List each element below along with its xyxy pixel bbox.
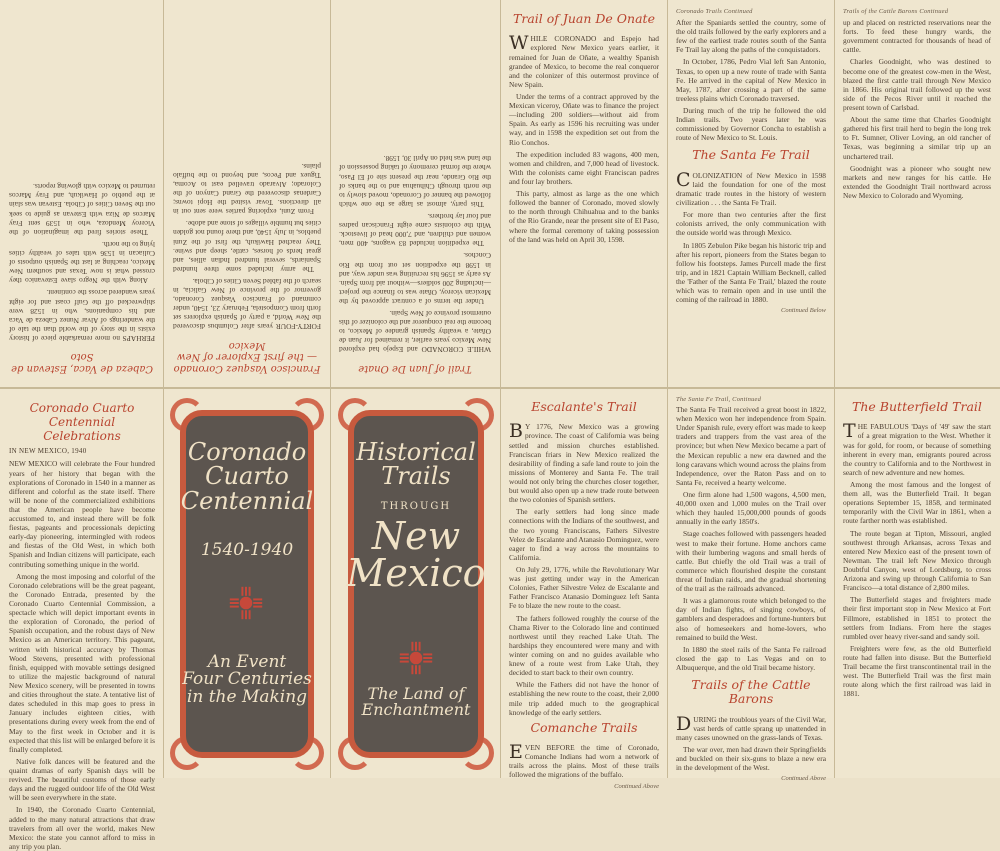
tagline-line: The Land of xyxy=(367,684,465,703)
cattle-barons-title: Trails of the Cattle Barons xyxy=(691,677,811,707)
paragraph: In 1940, the Coronado Cuarto Centennial, added to the many natural attractions that draw travelers from all over the world, makes New Mexico: the state you cannot afford to miss in any trip you plan. xyxy=(9,805,155,851)
santafe-continued-body xyxy=(676,405,826,672)
paragraph: NEW MEXICO will celebrate the Four hundred years of her history that began with the explorations of Coronado in 1540 in a manner as different and colorful as the state itself. There will be none of the commercialized exhibitions that the American people have become accustomed to, and instead there will be folk fiestas, pageants and processionals depicting early-day pioneering, intermingled with rodeos and fiestas of the Old West, in which both Spanish and Indian citizens will participate, each contributing something unique in the world. xyxy=(9,459,155,569)
top-panel-cattle-continued xyxy=(838,4,996,384)
paragraph: HILE CORONADO and Espejo had explored New Mexico years earlier, it remained for Juan de Oñate, a wealthy Spanish grandee of Mexico, to become the real conqueror and the colonizer of this outermost province of New Spain. xyxy=(509,34,659,89)
panel-caption: The Santa Fe Trail, Continued xyxy=(676,396,762,403)
panel-body xyxy=(509,34,659,243)
paragraph: URING the troublous years of the Civil War, vast herds of cattle sprang up unattended in many cases unowned on the grass-lands of Texas. xyxy=(676,714,826,743)
paragraph: Stage coaches followed with passengers headed west to make their fortune. Home anchors came with their lumbering wagons and small herds of cattle. But chiefly the old Trail was a trail of commerce which flourished despite the constant threat of Indian raids, and the gradual shortening of the trail as the railroads advanced. xyxy=(676,529,826,594)
panel-title: Francisco Vasquez Coronado — the first Explorer of New Mexico xyxy=(173,340,321,374)
paragraph: The army included some three hundred Spaniards, several hundred Indian allies, and great herds of horses, cattle, sheep and swine. They reached Hawikuh, the first of the Zuni pueblos, in July 1540, and there found not golden cities but humble villages of stone and adobe. xyxy=(173,219,321,274)
continued-note: Continued Above xyxy=(614,782,659,790)
drop-cap: T xyxy=(843,420,856,443)
paragraph: From Zuni, exploring parties were sent out in all directions. Tovar visited the Hopi towns; Cardenas discovered the Grand Canyon of the Colorado; Alvarado travelled east to Acoma, Tiguex and Pecos, and beyond to the buffalo plains. xyxy=(173,161,321,217)
title-line: Historical xyxy=(356,438,476,466)
paragraph: It was a glamorous route which belonged to the day of Indian fights, of singing cowboys, of gamblers and desperadoes and fortune-hunters but also of homeseekers and home-lovers, who remained to build the West. xyxy=(676,596,826,642)
paragraph: In October, 1786, Pedro Vial left San Antonio, Texas, to open up a new route of trade with Santa Fe. He arrived in the capital of New Mexico in May, 1787, after crossing a part of the same treeless plains which Coronado traversed. xyxy=(676,57,826,103)
paragraph: VEN BEFORE the time of Coronado, Comanche Indians had worn a network of trails across the plains. Most of these trails followed the migrations of the buffalo. xyxy=(509,743,659,780)
celebrations-body xyxy=(9,459,155,851)
paragraph: The fathers followed roughly the course of the Chama River to the Colorado line and continued northwest until they reached Lake Utah. The hardships they encountered were many and with winter coming on and no guides available who knew of a route west from Lake Utah, they decided to start back to their own country. xyxy=(509,613,659,678)
paragraph: The war over, men had drawn their Springfields and buckled on their six-guns to blaze a new era in the development of the West. xyxy=(676,745,826,773)
cover-years: 1540-1940 xyxy=(200,540,294,560)
panel-body xyxy=(676,18,826,142)
paragraph: This party, almost as large as the one which followed the banner of Coronado, moved slowly to the north through Chihuahua and to the banks of the Rio Grande, near the present site of El Paso, where the formal ceremony of taking possession of the land was held on April 30, 1598. xyxy=(339,154,491,209)
escalante-panel xyxy=(504,394,664,790)
paragraph: Goodnight was a pioneer who sought new markets and new ranges for his cattle. He extended the Goodnight Trail northward across New Mexico to Colorado and Wyoming. xyxy=(843,163,991,200)
cattle-barons-body xyxy=(676,712,826,773)
cover-historical-trails xyxy=(334,392,498,776)
title-line: Coronado xyxy=(187,438,307,466)
panel-body xyxy=(173,162,321,332)
paragraph: Among the most imposing and colorful of the Coronado celebrations will be the great pageant, the Coronado Entrada, presented by the Coronado Cuarto Centennial Commission, a spectacle which will depict important events in the exploration of Coronado, the period of Spanish occupation, and the robust days of New Mexico as an American territory. This pageant, written with historical accuracy by Thomas Wood Stevens, presented with professional finish, equipped with movable settings designed to utilize the majestic background of natural New Mexico scenery, will be presented in towns and cities throughout the state. A tentative list of dates scheduled in this map goes to press in January includes eighteen cities, with presentations during every week from the end of May to the first week in October and it is expected that this list will be enlarged before it is finally completed. xyxy=(9,571,155,754)
cover-through: THROUGH xyxy=(380,501,452,512)
continued-note: Continued Above xyxy=(781,775,826,783)
butterfield-panel xyxy=(838,394,996,774)
top-panel-cabeza-de-vaca xyxy=(4,4,160,384)
title-line: Centennial xyxy=(180,486,314,515)
comanche-title: Comanche Trails xyxy=(530,719,638,735)
celebrations-title: Coronado Cuarto Centennial Celebrations xyxy=(29,401,135,443)
escalante-title: Escalante's Trail xyxy=(531,399,637,414)
tagline-line: Four Centuries xyxy=(182,669,312,690)
vertical-fold-5 xyxy=(834,0,835,778)
paragraph: OLONIZATION of New Mexico in 1598 laid the foundation for one of the most dramatic trade routes in the history of western civilization . . . the Santa Fe Trail. xyxy=(676,170,826,208)
paragraph: The expedition included 83 wagons, 400 men, women and children, and 7,000 head of livestock. With the colonists came eight Franciscan padres and four lay brothers. xyxy=(509,149,659,187)
santafe-continued-panel xyxy=(671,394,831,783)
paragraph: Freighters were few, as the old Butterfield route had fallen into disuse. But the Butterfield Trail became the first transcontinental trail in the west. The Butterfield Trail was the first main route along which the first railroad was laid in 1881. xyxy=(843,643,991,699)
top-panel-onate xyxy=(334,4,496,384)
santa-fe-title: The Santa Fe Trail xyxy=(692,147,810,163)
santa-fe-body xyxy=(676,168,826,305)
tagline-line: An Event xyxy=(207,652,287,672)
cover-tagline xyxy=(334,686,498,719)
comanche-body xyxy=(509,743,659,779)
paragraph: Under the terms of a contract approved by the Mexican viceroy, Oñate was to finance the project—including 200 soldiers—without aid from Spain. As early as 1596 his recruiting was under way, and in 1598 the expedition set out from the Rio Conchos. xyxy=(509,92,659,147)
panel-title: Trail of Juan De Onate xyxy=(358,363,472,374)
paragraph: These stories fired the imagination of the Viceroy Mendoza, who in 1539 sent Fray Marcos de Niza with Estevan as guide to seek out the Seven Cities of Cibola. Estevan was slain at the pueblo of Hawikuh, and Fray Marcos returned to Mexico with glowing reports. xyxy=(9,182,155,237)
paragraph: The expedition included 83 wagons, 400 men, women and children, and 7,000 head of livestock. With the colonists came eight Franciscan padres and four lay brothers. xyxy=(339,211,491,249)
paragraph: The route began at Tipton, Missouri, angled southwest through Arkansas, across Texas and entered New Mexico east of the present town of Newman. The trail left New Mexico through Doubtful Canyon, west of Lordsburg, to cross Arizona and swing up through California to San Francisco—a total distance of 2,800 miles. xyxy=(843,528,991,593)
paragraph: Among the most famous and the longest of them all, was the Butterfield Trail. It began operations September 15, 1858, and terminated temporarily with the Civil War in 1861, when a route farther north was established. xyxy=(843,480,991,526)
panel-body xyxy=(843,18,991,200)
paragraph: This party, almost as large as the one which followed the banner of Coronado, moved slowly to the north through Chihuahua and to the banks of the Rio Grande, near the present site of El Paso, where the formal ceremony of taking possession of the land was held on April 30, 1598. xyxy=(509,189,659,244)
paragraph: The Butterfield stages and freighters made their first important stop in New Mexico at Fort Fillmore, established in 1851 to protect the settlers from Indians. From here the stages rumbled over heavy river-sand and sandy soil. xyxy=(843,595,991,641)
top-panel-trails-continued xyxy=(671,4,831,384)
top-panel-coronado xyxy=(168,4,326,384)
drop-cap: E xyxy=(509,741,523,764)
panel-body xyxy=(9,182,155,343)
paragraph: On July 29, 1776, while the Revolutionary War was just getting under way in the American Colonies, Father Silvestre Velez de Escalante and Father Francisco Atanasio Dominguez left Santa Fe to blaze the new route to the coast. xyxy=(509,565,659,611)
panel-caption: Coronado Trails Continued xyxy=(676,8,753,15)
paragraph: WHILE CORONADO and Espejo had explored New Mexico years earlier, it remained for Juan de Oñate, a wealthy Spanish grandee of Mexico, to become the real conqueror and the colonizer of this outermost province of New Spain. xyxy=(339,309,491,355)
panel-title: Cabeza de Vaca, Estevan de Soto xyxy=(11,351,153,374)
paragraph: HE FABULOUS 'Days of '49' saw the start of a great migration to the West. Whether it was for gold, for room, or because of something inherent in every man, emigrants poured across the country to California and to the Northwest in search of new adventure and new homes. xyxy=(843,422,991,477)
paragraph: The early settlers had long since made connections with the Indians of the southwest, and the two young Franciscans, Fathers Silvestre Velez de Escalante and Atanasio Dominguez, were eager to find a way across the mountains to California. xyxy=(509,507,660,562)
paragraph: Native folk dances will be featured and the quaint dramas of early Spanish days will be revived. The beautiful customs of those early days and the rugged outdoor life of the Old West will be seen everywhere in the state. xyxy=(9,756,155,803)
cover-coronado xyxy=(166,392,328,776)
cover-tagline xyxy=(166,654,328,706)
panel-caption: Trails of the Cattle Barons Continued xyxy=(843,8,949,15)
paragraph: The Santa Fe Trail received a great boost in 1822, when Mexico won her independence from Spain. Under Spanish rule, every effort was made to keep traders and trappers from the vast area of the province; but when New Mexico became a part of the Mexican republic a new era dawned and the long caravans which wound across the plains from Independence, over the Raton Pass and on to Santa Fe, received a hearty welcome. xyxy=(676,405,826,487)
paragraph: During much of the trip he followed the old Indian trails. Two years later he was commissioned by Governor Concha to establish a route of New Mexico to St. Louis. xyxy=(676,105,826,143)
title-line: Cuarto xyxy=(205,462,289,491)
paragraph: In 1805 Zebulon Pike began his historic trip and after his report, pioneers from the States began to follow his footsteps. James Purcell made the first trip, and in 1821 Captain William Becknell, called the 'Father of the Santa Fe Trail,' blazed the route which was to remain open and in use until the coming of the railroad in 1880. xyxy=(676,240,826,305)
vertical-fold-2 xyxy=(330,0,331,778)
drop-cap: W xyxy=(509,32,529,55)
paragraph: About the same time that Charles Goodnight gathered his first trail herd to begin the long trek to Ft. Sumner, Oliver Loving, an old rancher of Texas, was beginning a similar trip up an unchartered trail. xyxy=(843,115,991,161)
butterfield-body xyxy=(843,422,991,698)
name-line: New xyxy=(371,514,461,558)
panel-title: Trail of Juan De Onate xyxy=(513,11,655,26)
paragraph: Y 1776, New Mexico was a growing province. The coast of California was being settled and mission churches established. Franciscan friars in New Mexico realized the desirability of finding a safe land route to join the missions of Monterey and Santa Fe. The trail would not only bring the churches closer together, but would also open up a new trade route between the two colonies of Spanish settlers. xyxy=(509,422,659,505)
title-line: Trails xyxy=(381,462,451,491)
zia-sun-icon xyxy=(228,585,264,621)
paragraph: up and placed on restricted reservations near the forts. To feed these hungry wards, the government contracted for thousands of head of cattle. xyxy=(843,18,991,55)
paragraph: Charles Goodnight, who was destined to become one of the greatest cow-men in the West, blazed the first cattle trail through New Mexico in 1866. His original trail followed up the west side of the Pecos River until it reached the present town of Carlsbad. xyxy=(843,57,991,112)
tagline-line: Enchantment xyxy=(361,700,471,720)
cover-title xyxy=(166,440,328,513)
paragraph: Under the terms of a contract approved by the Mexican viceroy, Oñate was to finance the project—including 200 soldiers—without aid from Spain. As early as 1596 his recruiting was under way, and in 1598 the expedition set out from the Rio Conchos. xyxy=(339,251,491,306)
cover-title xyxy=(334,440,498,489)
panel-body xyxy=(339,154,491,354)
celebrations-panel xyxy=(4,394,160,851)
drop-cap: C xyxy=(676,168,691,191)
tagline-line: in the Making xyxy=(186,686,308,707)
vertical-fold-4 xyxy=(667,0,668,778)
paragraph: While the Fathers did not have the honor of establishing the new route to the coast, their 2,000 mile trip added much to the geographical knowledge of the early settlers. xyxy=(509,680,659,717)
butterfield-title: The Butterfield Trail xyxy=(852,399,982,414)
cover-state-name xyxy=(334,514,498,596)
paragraph: PERHAPS no more remarkable piece of history exists in the story of the world than the tale of the wanderings of Alvar Nunez Cabeza de Vaca and his companions, who in 1528 were shipwrecked off the Gulf coast and for eight years wandered across the continent. xyxy=(9,288,155,343)
paragraph: In 1880 the steel rails of the Santa Fe railroad closed the gap to Las Vegas and on to Albuquerque, and the old Trail became history. xyxy=(676,644,826,672)
continued-note: Continued Below xyxy=(781,307,826,315)
name-line: Mexico xyxy=(346,551,486,596)
top-panel-onate-upright xyxy=(504,4,664,384)
paragraph: Along with the Negro slave Estevanico they crossed what is now Texas and southern New Mexico, reaching at last the Spanish outposts of Culiacan in 1536 with tales of wealthy cities lying to the north. xyxy=(9,239,155,286)
vertical-fold-1 xyxy=(163,0,164,778)
celebrations-subtitle: IN NEW MEXICO, 1940 xyxy=(9,447,87,456)
paragraph: One firm alone had 1,500 wagons, 4,500 men, 40,000 oxen and 1,000 mules on the Trail over which they hauled 15,000,000 pounds of goods annually in the early 1850's. xyxy=(676,489,826,527)
drop-cap: D xyxy=(676,712,692,735)
zia-sun-icon xyxy=(398,640,434,676)
paragraph: For more than two centuries after the first colonists arrived, the only communication with the outside world was through Mexico. xyxy=(676,210,826,238)
paragraph: FORTY-FOUR years after Columbus discovered the New World, a party of Spanish explorers set forth from Compostela, February 23, 1540, under command of Francisco Vasquez Coronado, governor of the province of New Galicia, in search of the fabled Seven Cities of Cibola. xyxy=(173,276,321,332)
vertical-fold-3 xyxy=(500,0,501,778)
drop-cap: B xyxy=(509,420,523,443)
paragraph: After the Spaniards settled the country, some of the old trails followed by the early explorers and a few of the earliest trade routes south of the Santa Fe Trail lay along the paths of the conquistadors. xyxy=(676,18,826,55)
escalante-body xyxy=(509,422,659,716)
